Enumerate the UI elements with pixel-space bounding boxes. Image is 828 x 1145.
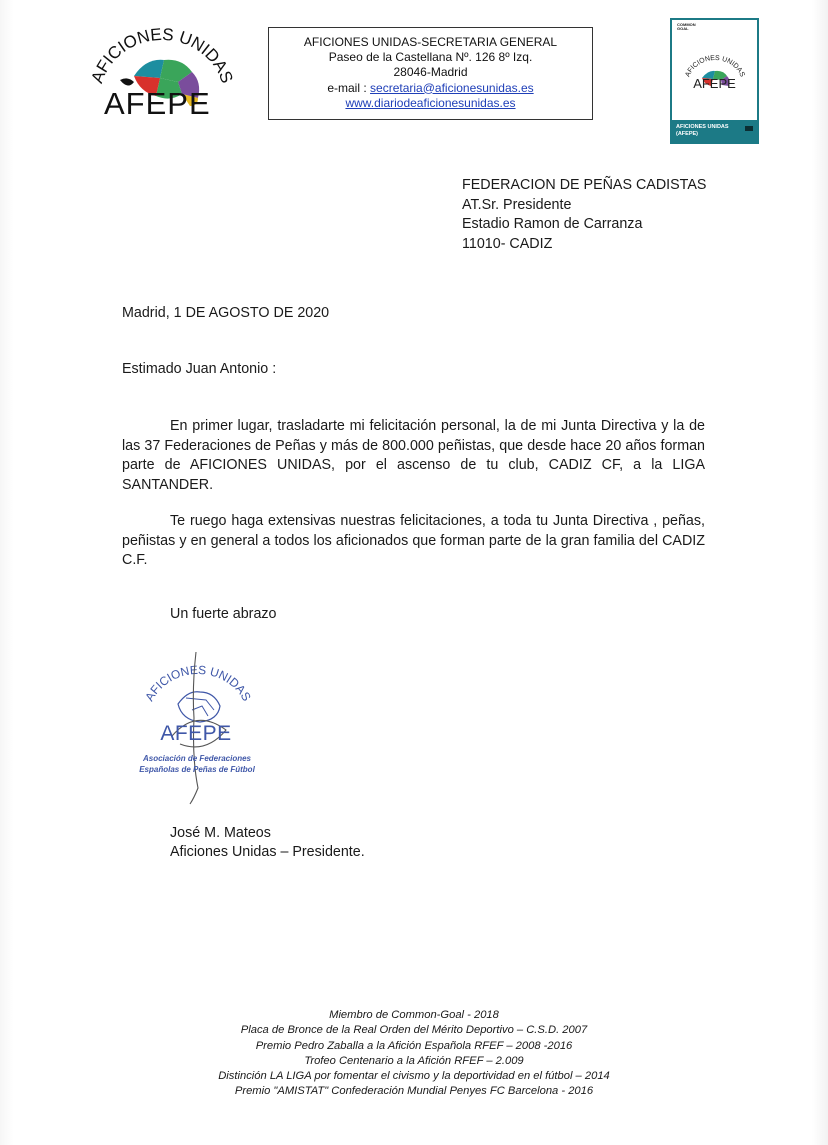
book-cover-top-label: COMMON GOAL xyxy=(677,22,696,31)
recipient-line-3: Estadio Ramon de Carranza xyxy=(462,216,643,233)
letter-greeting: Estimado Juan Antonio : xyxy=(122,361,277,377)
letter-paragraph-1: En primer lugar, trasladarte mi felicitación personal, la de mi Junta Directiva y la de las 37 Federaciones de Peñas y más de 800.000 peñistas, que desde hace 20 años forman parte de AFICIONES UNIDAS, por el ascenso de tu club, CADIZ CF, a la LIGA SANTANDER. xyxy=(122,418,705,494)
signature-block xyxy=(170,824,365,863)
letter-paragraph-2: Te ruego haga extensivas nuestras felicitaciones, a toda tu Junta Directiva , peñas, peñistas y en general a todos los aficionados que forman parte de la gran familia del CADIZ C.F. xyxy=(122,513,705,569)
footer-line: Miembro de Common-Goal - 2018 xyxy=(329,1009,499,1021)
email-link[interactable]: secretaria@aficionesunidas.es xyxy=(370,80,534,95)
svg-text:AFICIONES UNIDAS: AFICIONES UNIDAS xyxy=(684,54,746,79)
logo-segment-black xyxy=(120,78,134,85)
stamp-subtitle xyxy=(136,753,258,775)
logo-arc-text: AFICIONES UNIDAS xyxy=(87,24,237,86)
stamp-arc-text: AFICIONES UNIDAS xyxy=(142,662,254,704)
footer-line: Trofeo Centenario a la Afición RFEF – 2.009 xyxy=(304,1054,524,1067)
recipient-line-2: AT.Sr. Presidente xyxy=(462,196,572,213)
address-postal-city: 28046-Madrid xyxy=(393,65,468,80)
email-label: e-mail : xyxy=(327,80,367,95)
signatory-title: Aficiones Unidas – Presidente. xyxy=(170,844,365,861)
afepe-logo xyxy=(86,20,242,130)
letter-closing: Un fuerte abrazo xyxy=(170,606,277,622)
book-band-line-2: (AFEPE) xyxy=(676,131,698,137)
recipient-line-4: 11010- CADIZ xyxy=(462,236,553,253)
signatory-name: José M. Mateos xyxy=(170,825,271,841)
stamp-brand: AFEPE xyxy=(160,722,232,745)
address-street: Paseo de la Castellana Nº. 126 8º Izq. xyxy=(328,50,533,65)
stamp-sub-line-2: Españolas de Peñas de Fútbol xyxy=(139,765,255,774)
footer-line: Premio "AMISTAT" Confederación Mundial Penyes FC Barcelona - 2016 xyxy=(234,1085,594,1098)
stamp-globe-lines xyxy=(186,698,214,716)
official-stamp xyxy=(136,648,258,806)
book-cover-brand: AFEPE xyxy=(693,76,736,91)
logo-segment-teal xyxy=(134,60,164,78)
address-org: AFICIONES UNIDAS-SECRETARIA GENERAL xyxy=(303,35,558,49)
footer-line: Distinción LA LIGA por fomentar el civismo y la deportividad en el fútbol – 2014 xyxy=(218,1070,610,1083)
website-link[interactable]: www.diariodeaficionesunidas.es xyxy=(345,95,516,110)
book-band-mark xyxy=(745,126,753,131)
recipient-line-1: FEDERACION DE PEÑAS CADISTAS xyxy=(462,177,707,193)
footer-line: Premio Pedro Zaballa a la Afición Española RFEF – 2008 -2016 xyxy=(255,1039,573,1052)
footer-line: Placa de Bronce de la Real Orden del Mérito Deportivo – C.S.D. 2007 xyxy=(240,1024,588,1037)
book-band-line-1: AFICIONES UNIDAS xyxy=(676,124,729,130)
letter-date: Madrid, 1 DE AGOSTO DE 2020 xyxy=(122,305,330,321)
logo-brand-text: AFEPE xyxy=(104,86,211,121)
address-box xyxy=(268,27,593,120)
stamp-sub-line-1: Asociación de Federaciones xyxy=(142,754,252,763)
address-email-line xyxy=(269,81,592,96)
footer-awards xyxy=(0,1008,828,1100)
address-website-line xyxy=(269,96,592,111)
book-cover-image xyxy=(670,18,759,144)
book-cover-band xyxy=(672,120,757,142)
recipient-address xyxy=(462,176,706,255)
